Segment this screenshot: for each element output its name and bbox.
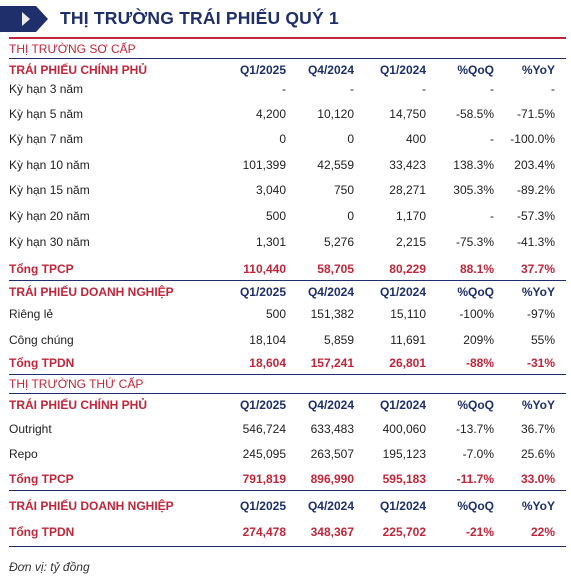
table-row	[9, 129, 566, 149]
row-label: Kỳ hạn 30 năm	[9, 235, 90, 249]
header-row	[9, 282, 566, 302]
section-secondary-market	[9, 374, 566, 394]
row-label: Kỳ hạn 20 năm	[9, 209, 90, 223]
cell-value: -21%	[465, 525, 494, 539]
cell-value: 1,301	[255, 235, 286, 249]
cell-value: 1,170	[395, 209, 426, 223]
cell-value: Q1/2025	[239, 499, 286, 513]
cell-value: 348,367	[310, 525, 354, 539]
cell-value: 203.4%	[514, 158, 555, 172]
cell-value: 245,095	[242, 447, 286, 461]
cell-value: %YoY	[521, 398, 555, 412]
cell-value: 791,819	[242, 472, 286, 486]
cell-value: 4,200	[255, 107, 286, 121]
cell-value: 10,120	[317, 107, 354, 121]
cell-value: 28,271	[389, 183, 426, 197]
cell-value: 138.3%	[453, 158, 494, 172]
header-row	[9, 496, 566, 516]
cell-value: 36.7%	[520, 422, 555, 436]
cell-value: 80,229	[389, 262, 426, 276]
cell-value: %QoQ	[457, 285, 494, 299]
cell-value: -31%	[526, 356, 555, 370]
divider	[9, 37, 566, 39]
row-label: Kỳ hạn 3 năm	[9, 82, 84, 96]
divider	[9, 490, 566, 491]
cell-value: 55%	[530, 333, 555, 347]
total-row	[9, 522, 566, 542]
cell-value: 15,110	[390, 307, 426, 321]
cell-value: 595,183	[382, 472, 426, 486]
row-label: TRÁI PHIẾU CHÍNH PHỦ	[9, 63, 148, 77]
cell-value: Q1/2024	[379, 398, 426, 412]
cell-value: 157,241	[310, 356, 354, 370]
cell-value: 274,478	[242, 525, 286, 539]
cell-value: 11,691	[390, 333, 426, 347]
cell-value: 18,104	[249, 333, 286, 347]
section-label: THỊ TRƯỜNG SƠ CẤP	[9, 42, 136, 56]
cell-value: 3,040	[255, 183, 286, 197]
cell-value: 22%	[530, 525, 555, 539]
cell-value: 42,559	[317, 158, 354, 172]
header-row	[9, 60, 566, 80]
section-primary-market	[9, 39, 566, 59]
cell-value: 14,750	[389, 107, 426, 121]
divider	[9, 393, 566, 394]
table-row	[9, 419, 566, 439]
cell-value: -7.0%	[462, 447, 494, 461]
cell-value: 25.6%	[520, 447, 555, 461]
cell-value: Q4/2024	[307, 499, 354, 513]
cell-value: -88%	[465, 356, 494, 370]
cell-value: 0	[347, 209, 354, 223]
total-row	[9, 469, 566, 489]
cell-value: 750	[333, 183, 354, 197]
cell-value: 305.3%	[453, 183, 494, 197]
cell-value: 101,399	[242, 158, 286, 172]
cell-value: 33.0%	[520, 472, 555, 486]
row-label: Tổng TPCP	[9, 472, 74, 486]
cell-value: -	[490, 82, 494, 96]
cell-value: 546,724	[242, 422, 286, 436]
cell-value: 0	[279, 132, 286, 146]
row-label: Tổng TPCP	[9, 262, 74, 276]
row-label: Công chúng	[9, 333, 74, 347]
cell-value: 2,215	[395, 235, 426, 249]
cell-value: 5,276	[323, 235, 354, 249]
cell-value: %QoQ	[457, 398, 494, 412]
row-label: Riêng lẻ	[9, 307, 54, 321]
cell-value: %QoQ	[457, 499, 494, 513]
cell-value: 0	[347, 132, 354, 146]
cell-value: -	[350, 82, 354, 96]
cell-value: -97%	[526, 307, 555, 321]
cell-value: 209%	[463, 333, 494, 347]
table-row	[9, 155, 566, 175]
title-accent-icon	[0, 6, 48, 32]
table-row	[9, 180, 566, 200]
row-label: Kỳ hạn 15 năm	[9, 183, 90, 197]
cell-value: -75.3%	[455, 235, 494, 249]
cell-value: %QoQ	[457, 63, 494, 77]
cell-value: 18,604	[249, 356, 286, 370]
cell-value: -89.2%	[516, 183, 555, 197]
cell-value: Q1/2025	[239, 398, 286, 412]
divider	[9, 58, 566, 59]
cell-value: %YoY	[521, 285, 555, 299]
table-row	[9, 79, 566, 99]
row-label: Kỳ hạn 5 năm	[9, 107, 84, 121]
cell-value: Q1/2024	[379, 63, 426, 77]
cell-value: 896,990	[310, 472, 354, 486]
section-label: THỊ TRƯỜNG THỨ CẤP	[9, 377, 144, 391]
cell-value: 37.7%	[520, 262, 555, 276]
total-row	[9, 259, 566, 279]
cell-value: 400,060	[382, 422, 426, 436]
cell-value: -41.3%	[516, 235, 555, 249]
cell-value: Q1/2025	[239, 63, 286, 77]
cell-value: Q4/2024	[307, 63, 354, 77]
cell-value: %YoY	[521, 63, 555, 77]
page-title: THỊ TRƯỜNG TRÁI PHIẾU QUÝ 1	[60, 8, 339, 28]
cell-value: -	[490, 209, 494, 223]
cell-value: -71.5%	[516, 107, 555, 121]
cell-value: 500	[265, 209, 286, 223]
table-row	[9, 330, 566, 350]
table-row	[9, 304, 566, 324]
row-label: TRÁI PHIẾU DOANH NGHIỆP	[9, 499, 174, 513]
row-label: TRÁI PHIẾU DOANH NGHIỆP	[9, 285, 174, 299]
cell-value: 58,705	[317, 262, 354, 276]
row-label: TRÁI PHIẾU CHÍNH PHỦ	[9, 398, 148, 412]
cell-value: -100%	[459, 307, 494, 321]
cell-value: 5,859	[323, 333, 354, 347]
table-row	[9, 444, 566, 464]
row-label: Repo	[9, 447, 38, 461]
cell-value: 26,801	[389, 356, 426, 370]
cell-value: -58.5%	[455, 107, 494, 121]
row-label: Kỳ hạn 7 năm	[9, 132, 84, 146]
cell-value: -11.7%	[456, 472, 494, 486]
cell-value: Q4/2024	[307, 285, 354, 299]
total-row	[9, 353, 566, 373]
title-bar	[0, 6, 571, 32]
cell-value: 633,483	[310, 422, 354, 436]
header-row	[9, 395, 566, 415]
cell-value: 400	[405, 132, 426, 146]
divider	[9, 546, 566, 547]
cell-value: 500	[265, 307, 286, 321]
cell-value: 263,507	[310, 447, 354, 461]
cell-value: 195,123	[382, 447, 426, 461]
cell-value: 33,423	[389, 158, 426, 172]
cell-value: 88.1%	[459, 262, 494, 276]
divider	[9, 374, 566, 375]
row-label: Tổng TPDN	[9, 525, 75, 539]
row-label: Kỳ hạn 10 năm	[9, 158, 90, 172]
cell-value: Q1/2025	[239, 285, 286, 299]
table-row	[9, 104, 566, 124]
unit-note: Đơn vị: tỷ đồng	[9, 560, 90, 574]
cell-value: -	[282, 82, 286, 96]
cell-value: Q1/2024	[379, 499, 426, 513]
cell-value: Q4/2024	[307, 398, 354, 412]
cell-value: -13.7%	[455, 422, 494, 436]
cell-value: Q1/2024	[379, 285, 426, 299]
table-row	[9, 206, 566, 226]
cell-value: -	[422, 82, 426, 96]
divider	[9, 280, 566, 281]
table-row	[9, 232, 566, 252]
cell-value: 225,702	[382, 525, 426, 539]
cell-value: 151,382	[310, 307, 354, 321]
cell-value: -	[551, 82, 555, 96]
cell-value: -100.0%	[510, 132, 555, 146]
cell-value: -57.3%	[516, 209, 555, 223]
cell-value: -	[490, 132, 494, 146]
cell-value: %YoY	[521, 499, 555, 513]
row-label: Outright	[9, 422, 52, 436]
cell-value: 110,440	[243, 262, 286, 276]
row-label: Tổng TPDN	[9, 356, 75, 370]
